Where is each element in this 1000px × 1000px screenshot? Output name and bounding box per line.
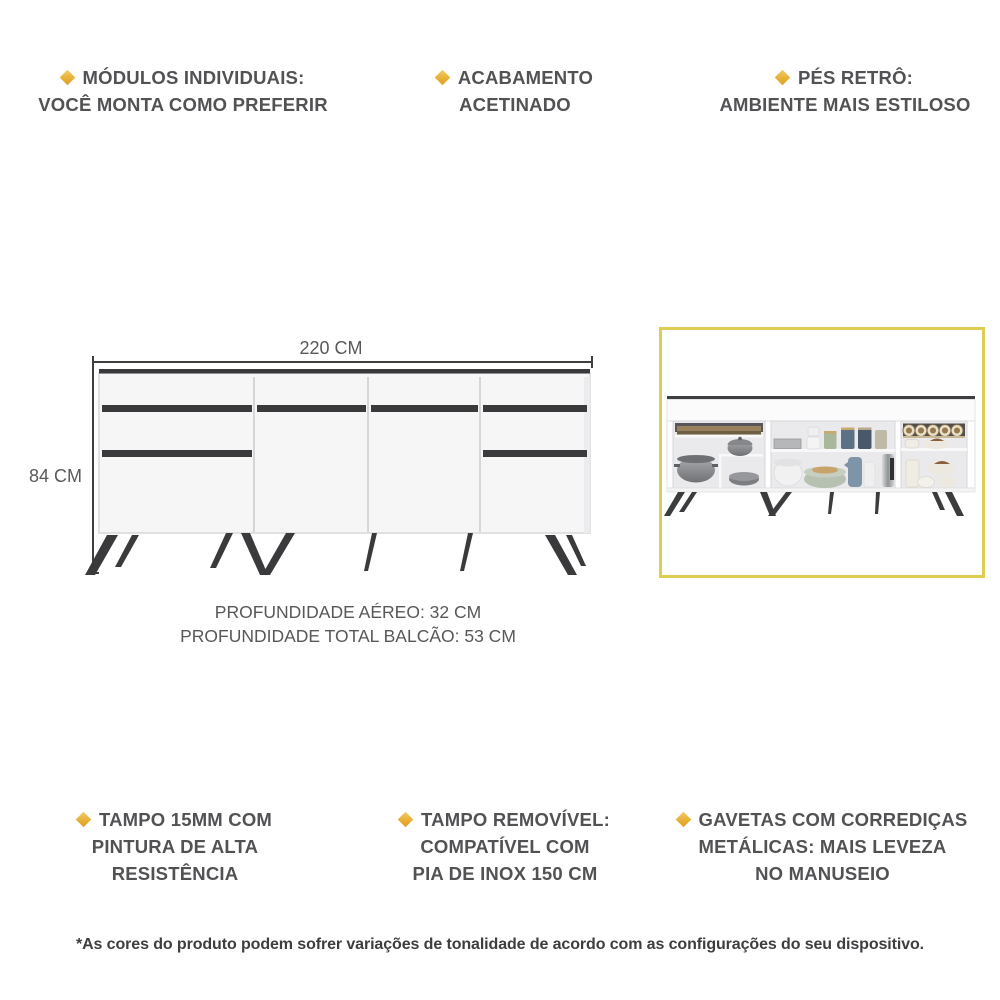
depth-aereo-label: PROFUNDIDADE AÉREO: 32 CM [214,602,482,622]
feature-text: NO MANUSEIO [755,863,890,884]
height-dimension-line [87,362,99,573]
feature-text: PINTURA DE ALTA [91,836,259,857]
feature-text: METÁLICAS: MAIS LEVEZA [698,836,947,857]
feature-text: PÉS RETRÔ: [797,67,914,88]
feature-text: ACABAMENTO [457,67,594,88]
feature-text: ACETINADO [459,94,571,115]
cabinet-legs [85,533,586,575]
feature-text: TAMPO REMOVÍVEL: [421,809,610,830]
feature-text: PIA DE INOX 150 CM [412,863,598,884]
feature-text: AMBIENTE MAIS ESTILOSO [719,94,971,115]
feature-line [15,806,335,833]
feature-line [365,64,665,91]
feature-pes-retro [695,64,995,118]
diamond-bullet-icon [59,70,75,86]
feature-modulos-individuais [18,64,348,118]
color-disclaimer-note: *As cores do produto podem sofrer variações de tonalidade de acordo com as configurações do seu dispositivo. [75,936,925,953]
height-dimension-label: 84 CM [28,466,82,486]
feature-text: GAVETAS COM CORREDIÇAS [698,809,968,830]
feature-text: COMPATÍVEL COM [420,836,590,857]
diamond-bullet-icon [76,812,92,828]
feature-text: VOCÊ MONTA COMO PREFERIR [38,94,328,115]
diamond-bullet-icon [398,812,414,828]
feature-gavetas-corredicas [655,806,990,887]
diamond-bullet-icon [435,70,451,86]
cabinet-open-photo [662,330,982,575]
depth-balcao-label: PROFUNDIDADE TOTAL BALCÃO: 53 CM [180,626,516,646]
diamond-bullet-icon [775,70,791,86]
feature-acabamento-acetinado [365,64,665,118]
diamond-bullet-icon [675,812,691,828]
product-photo-frame [659,327,985,578]
feature-text: TAMPO 15MM COM [98,809,273,830]
feature-line [18,64,348,91]
feature-line [655,806,990,833]
feature-tampo-removivel [345,806,665,887]
feature-text: RESISTÊNCIA [111,863,239,884]
depth-note [98,600,598,648]
cabinet-dimension-diagram [15,335,600,580]
feature-text: MÓDULOS INDIVIDUAIS: [82,67,305,88]
photo-cabinet-legs [664,492,964,516]
feature-line [345,806,665,833]
feature-line [695,64,995,91]
feature-tampo-15mm [15,806,335,887]
width-dimension-label: 220 CM [299,338,363,358]
